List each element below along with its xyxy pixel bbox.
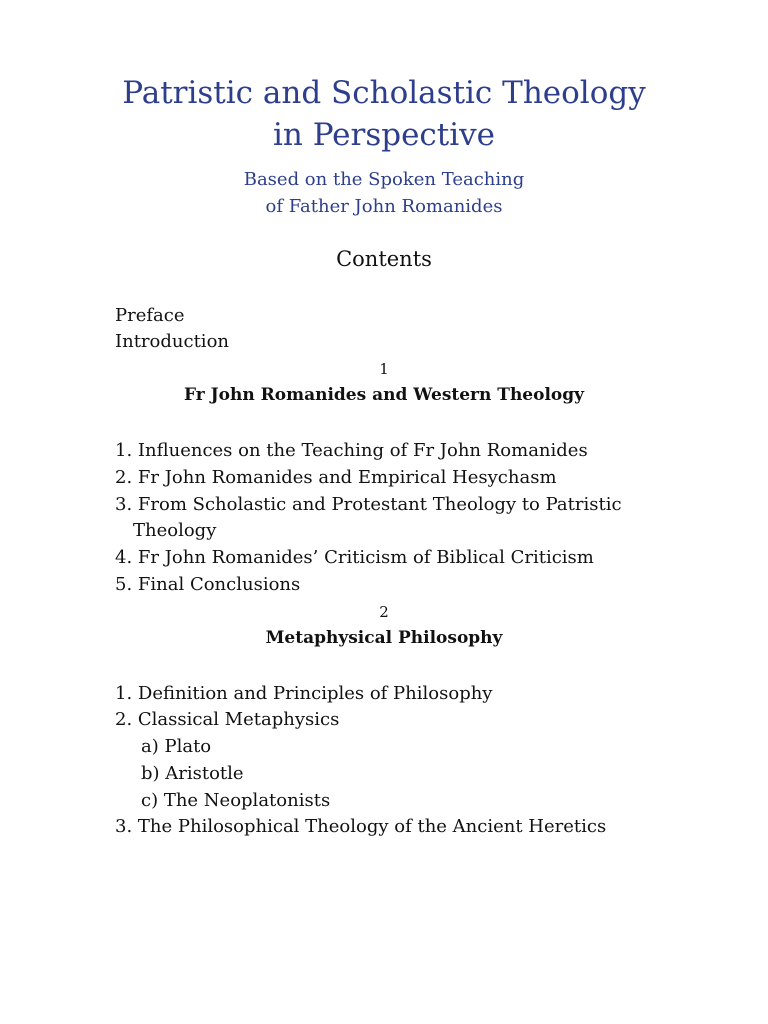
toc-entry: 2. Fr John Romanides and Empirical Hesychasm <box>115 467 557 488</box>
toc-entry: 1. Influences on the Teaching of Fr John Romanides <box>115 440 588 461</box>
toc-entry: 3. The Philosophical Theology of the Ancient Heretics <box>115 816 607 837</box>
title-line-1: Patristic and Scholastic Theology <box>122 75 646 111</box>
subtitle-line-2: of Father John Romanides <box>265 196 503 217</box>
toc-entry-introduction: Introduction <box>115 331 229 352</box>
contents-heading: Contents <box>336 247 432 271</box>
toc-subentry: a) Plato <box>141 736 212 757</box>
toc-entry-preface: Preface <box>115 305 185 326</box>
part-2-title: Metaphysical Philosophy <box>265 628 503 648</box>
toc-entry: 2. Classical Metaphysics <box>115 709 340 730</box>
toc-entry-continuation: Theology <box>133 520 217 541</box>
part-1-title: Fr John Romanides and Western Theology <box>183 385 585 405</box>
toc-subentry: c) The Neoplatonists <box>141 790 331 811</box>
part-2-number: 2 <box>379 603 389 621</box>
title-line-2: in Perspective <box>272 117 496 153</box>
book-title <box>0 72 768 156</box>
toc-entry: 4. Fr John Romanides’ Criticism of Biblical Criticism <box>115 547 594 568</box>
part-1-number: 1 <box>379 360 389 378</box>
toc-entry: 3. From Scholastic and Protestant Theology to Patristic <box>115 494 622 515</box>
toc-entry: 1. Definition and Principles of Philosophy <box>115 683 493 704</box>
toc-entry: 5. Final Conclusions <box>115 574 301 595</box>
book-subtitle <box>0 166 768 220</box>
toc-subentry: b) Aristotle <box>141 763 244 784</box>
subtitle-line-1: Based on the Spoken Teaching <box>243 169 525 190</box>
